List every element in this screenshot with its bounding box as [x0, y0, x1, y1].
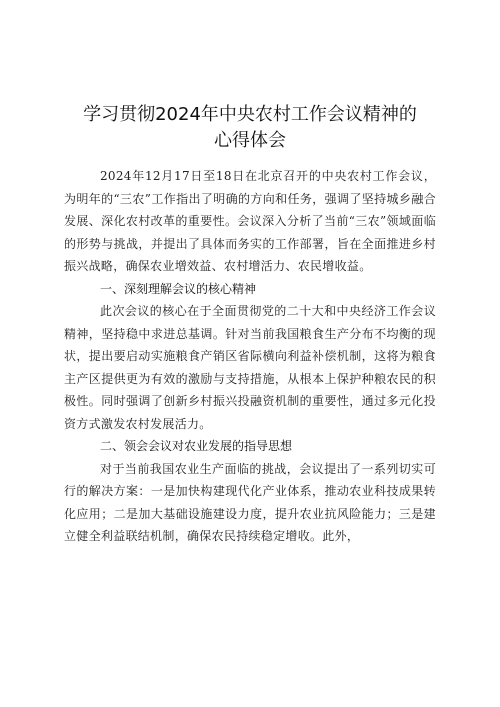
- document-title: [60, 102, 440, 154]
- section-2-heading: 二、领会会议对农业发展的指导思想: [100, 439, 293, 453]
- title-line-2: 心得体会: [214, 130, 286, 152]
- section-2-paragraph: 对于当前我国农业生产面临的挑战，会议提出了一系列切实可行的解决方案：一是加快构建现代化产业体系，推动农业科技成果转化应用；二是加大基础设施建设力度，提升农业抗风险能力；三是建立健全利益联结机制，确保农民持续稳定增收。此外，: [64, 461, 436, 543]
- intro-paragraph: 2024年12月17日至18日在北京召开的中央农村工作会议，为明年的“三农”工作指出了明确的方向和任务，强调了坚持城乡融合发展、深化农村改革的重要性。会议深入分析了当前“三农”领域面临的形势与挑战，并提出了具体而务实的工作部署，旨在全面推进乡村振兴战略，确保农业增效益、农村增活力、农民增收益。: [64, 169, 436, 273]
- section-1-heading: 一、深刻理解会议的核心精神: [100, 281, 257, 296]
- document-body: [64, 165, 436, 548]
- title-line-1: 学习贯彻2024年中央农村工作会议精神的: [83, 104, 417, 126]
- section-1-paragraph: 此次会议的核心在于全面贯彻党的二十大和中央经济工作会议精神，坚持稳中求进总基调。针对当前我国粮食生产分布不均衡的现状，提出要启动实施粮食产销区省际横向利益补偿机制，这将为粮食主产区提供更为有效的激励与支持措施，从根本上保护种粮农民的积极性。同时强调了创新乡村振兴投融资机制的重要性，通过多元化投资方式激发农村发展活力。: [64, 304, 436, 431]
